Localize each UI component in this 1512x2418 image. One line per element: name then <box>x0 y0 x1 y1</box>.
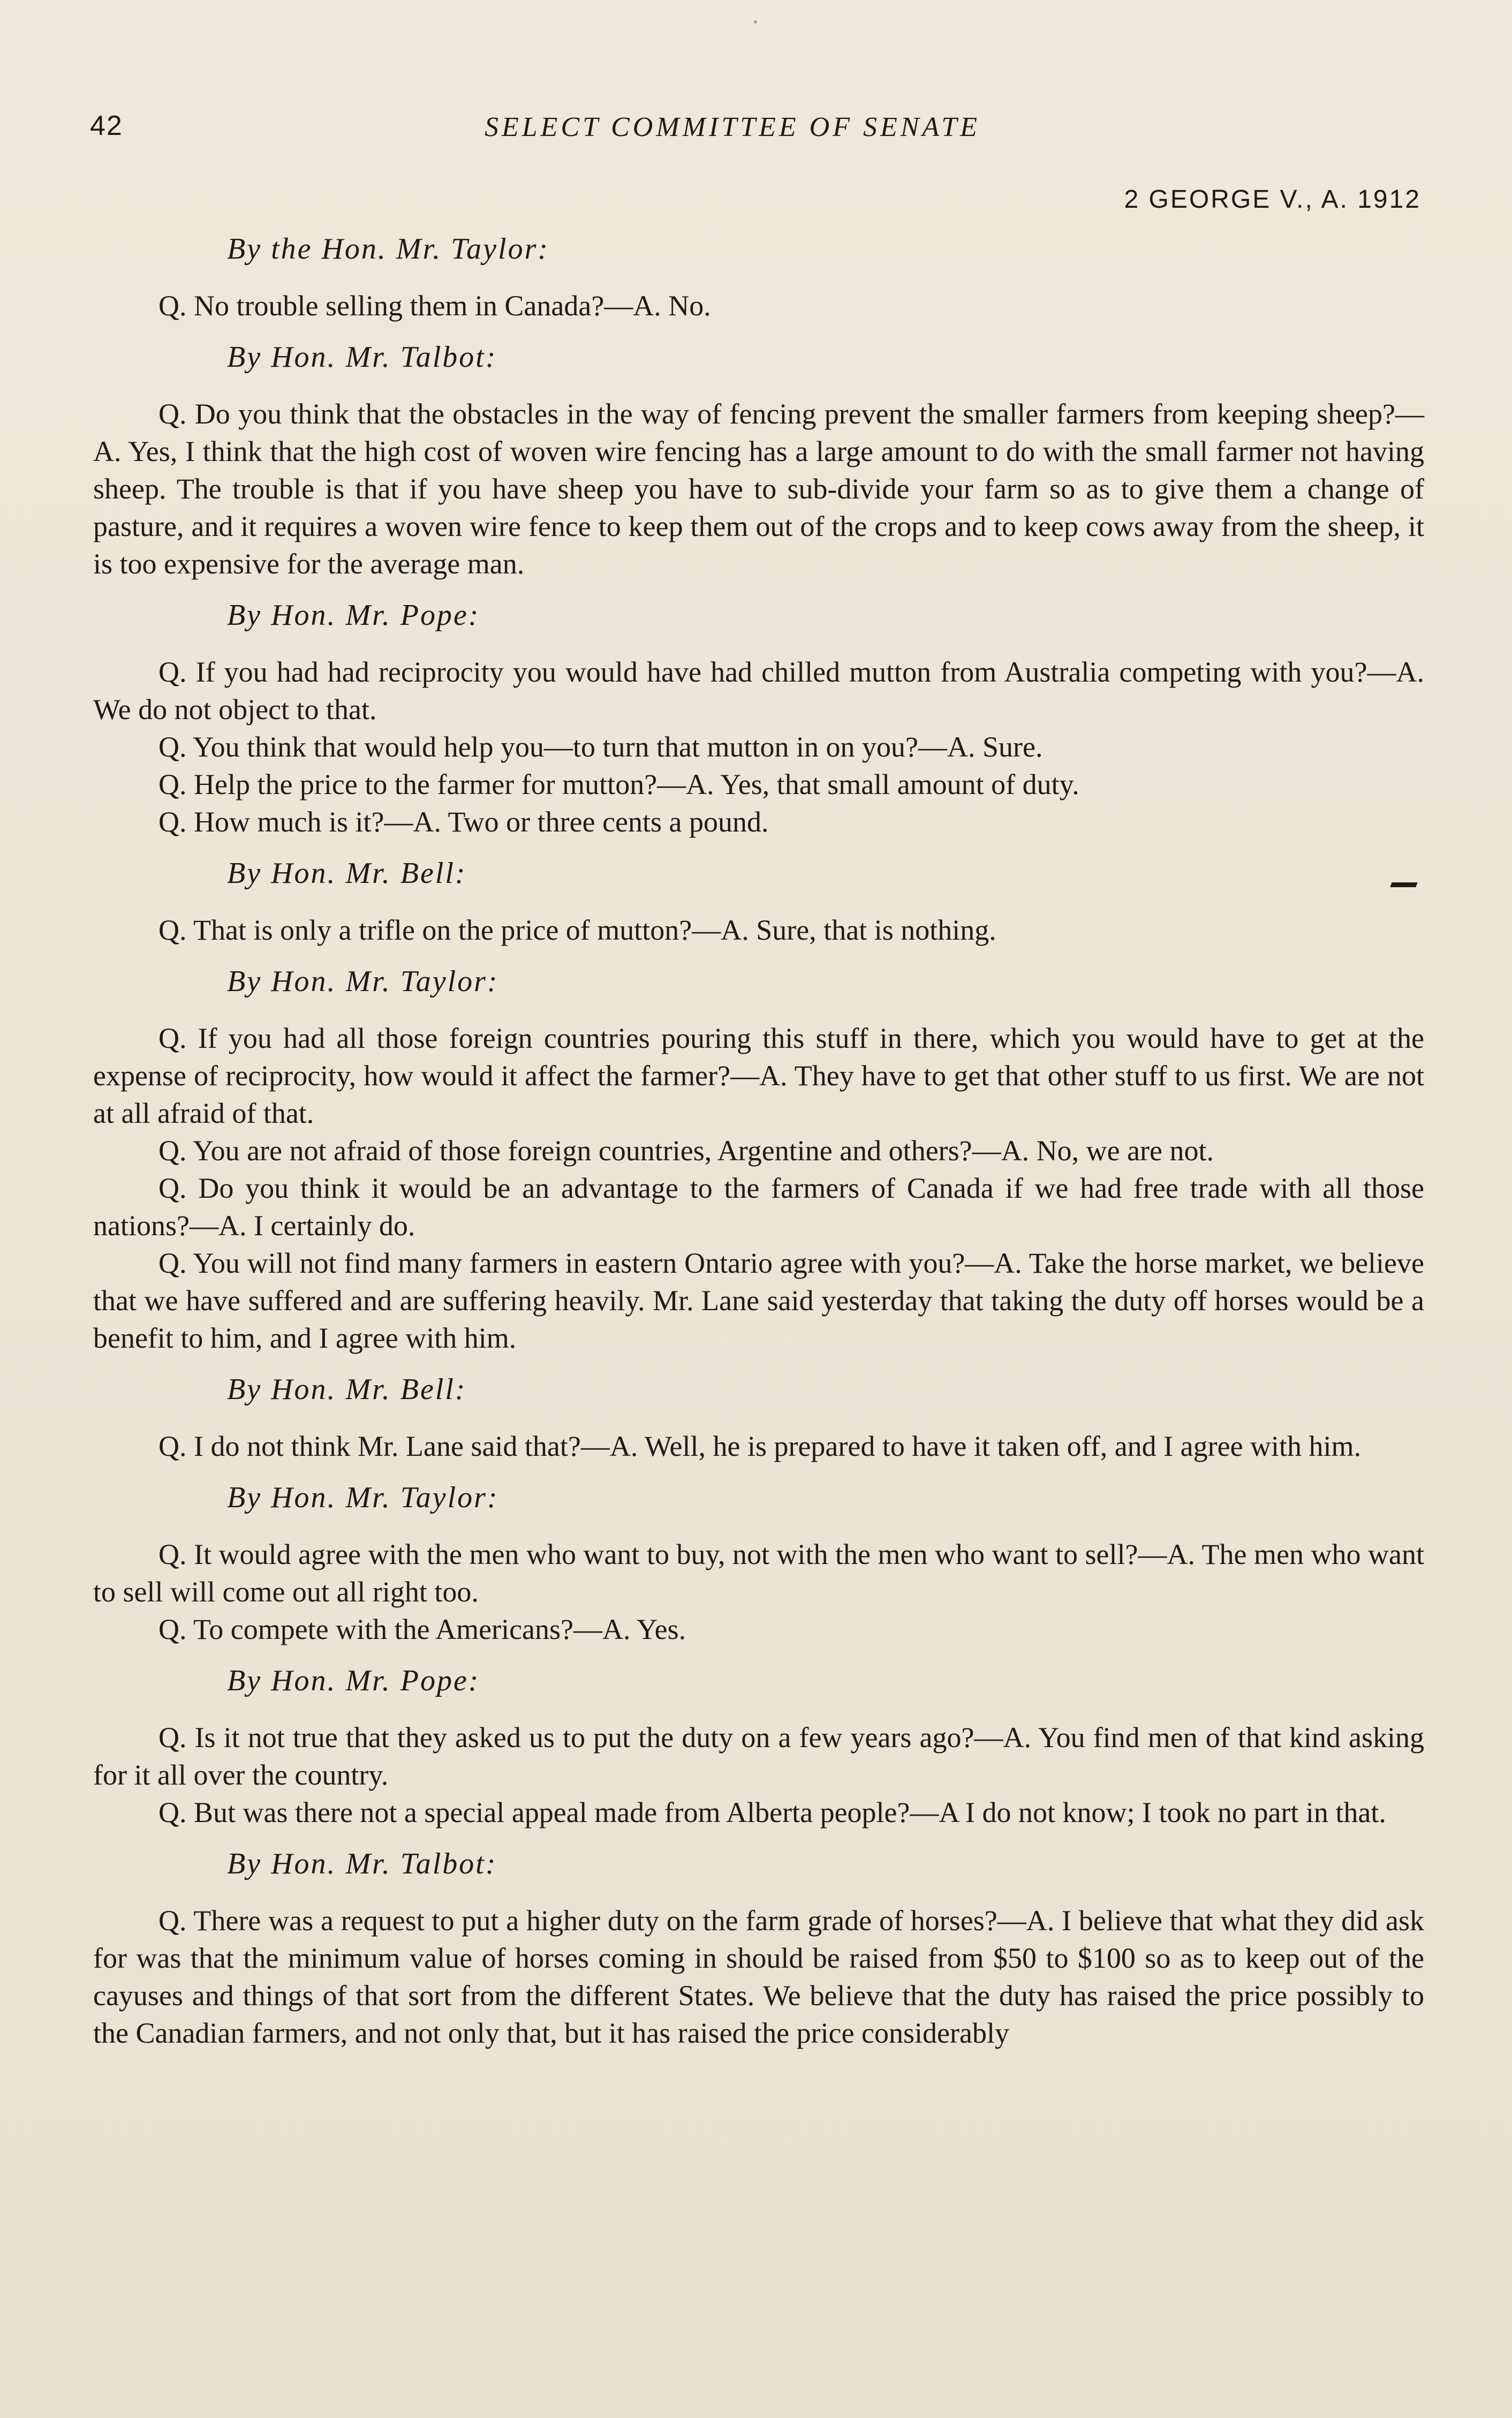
speaker-heading: By Hon. Mr. Bell: <box>227 857 467 890</box>
testimony-paragraph: Q. No trouble selling them in Canada?—A. No. <box>158 290 711 322</box>
testimony-section <box>93 1371 1424 1465</box>
testimony-paragraph: Q. I do not think Mr. Lane said that?—A. Well, he is prepared to have it taken off, and I agree with him. <box>158 1430 1362 1462</box>
testimony-paragraph: Q. If you had had reciprocity you would have had chilled mutton from Australia competing with you?—A. We do not object to that. <box>93 656 1424 726</box>
testimony-paragraph: Q. You are not afraid of those foreign countries, Argentine and others?—A. No, we are not. <box>158 1135 1214 1167</box>
testimony-paragraph: Q. If you had all those foreign countries pouring this stuff in there, which you would have to get at the expense of reciprocity, how would it affect the farmer?—A. They have to get that other stuff to us first. We are not at all afraid of that. <box>93 1022 1424 1129</box>
speaker-heading: By Hon. Mr. Talbot: <box>227 341 497 374</box>
testimony-section <box>93 596 1424 841</box>
testimony-paragraph: Q. Do you think that the obstacles in the way of fencing prevent the smaller farmers from keeping sheep?—A. Yes, I think that the high cost of woven wire fencing has a large amount to do with the small farmer not having sheep. The trouble is that if you have sheep you have to sub-divide your farm so as to give them a change of pasture, and it requires a woven wire fence to keep them out of the crops and to keep cows away from the sheep, it is too expensive for the average man. <box>93 398 1424 580</box>
testimony-paragraph: Q. Help the price to the farmer for mutton?—A. Yes, that small amount of duty. <box>158 768 1079 800</box>
speaker-heading: By Hon. Mr. Talbot: <box>227 1847 497 1880</box>
testimony-section <box>93 855 1424 949</box>
testimony-section <box>93 230 1424 324</box>
speaker-heading: By Hon. Mr. Bell: <box>227 1373 467 1406</box>
testimony-paragraph: Q. Is it not true that they asked us to put the duty on a few years ago?—A. You find men of that kind asking for it all over the country. <box>93 1721 1424 1791</box>
testimony-section <box>93 963 1424 1357</box>
speaker-heading: By Hon. Mr. Pope: <box>227 599 480 632</box>
testimony-section <box>93 1662 1424 1831</box>
running-head: SELECT COMMITTEE OF SENATE <box>485 112 980 142</box>
testimony-paragraph: Q. How much is it?—A. Two or three cents a pound. <box>158 806 769 838</box>
speaker-heading: By the Hon. Mr. Taylor: <box>227 232 550 266</box>
testimony-paragraph: Q. That is only a trifle on the price of mutton?—A. Sure, that is nothing. <box>158 914 996 946</box>
testimony-paragraph: Q. To compete with the Americans?—A. Yes. <box>158 1613 686 1645</box>
testimony-paragraph: Q. But was there not a special appeal made from Alberta people?—A I do not know; I took no part in that. <box>158 1796 1386 1828</box>
testimony-paragraph: Q. Do you think it would be an advantage to the farmers of Canada if we had free trade with all those nations?—A. I certainly do. <box>93 1172 1424 1242</box>
page-number: 42 <box>90 110 123 141</box>
speaker-heading: By Hon. Mr. Taylor: <box>227 965 499 998</box>
testimony-section <box>93 1479 1424 1648</box>
testimony-section <box>93 338 1424 583</box>
testimony-paragraph: Q. You will not find many farmers in eastern Ontario agree with you?—A. Take the horse market, we believe that we have suffered and are suffering heavily. Mr. Lane said yesterday that taking the duty off horses would be a benefit to him, and I agree with him. <box>93 1247 1424 1354</box>
speaker-heading: By Hon. Mr. Pope: <box>227 1664 480 1697</box>
page-speck <box>754 20 757 24</box>
testimony-paragraph: Q. There was a request to put a higher duty on the farm grade of horses?—A. I believe that what they did ask for was that the minimum value of horses coming in should be raised from $50 to $100 so as to keep out of the cayuses and things of that sort from the different States. We believe that the duty has raised the price possibly to the Canadian farmers, and not only that, but it has raised the price considerably <box>93 1905 1424 2049</box>
body-text <box>93 230 1424 2066</box>
speaker-heading: By Hon. Mr. Taylor: <box>227 1481 499 1514</box>
testimony-section <box>93 1845 1424 2052</box>
session-line: 2 GEORGE V., A. 1912 <box>1124 185 1421 214</box>
testimony-paragraph: Q. It would agree with the men who want to buy, not with the men who want to sell?—A. The men who want to sell will come out all right too. <box>93 1538 1424 1608</box>
testimony-paragraph: Q. You think that would help you—to turn that mutton in on you?—A. Sure. <box>158 731 1043 763</box>
